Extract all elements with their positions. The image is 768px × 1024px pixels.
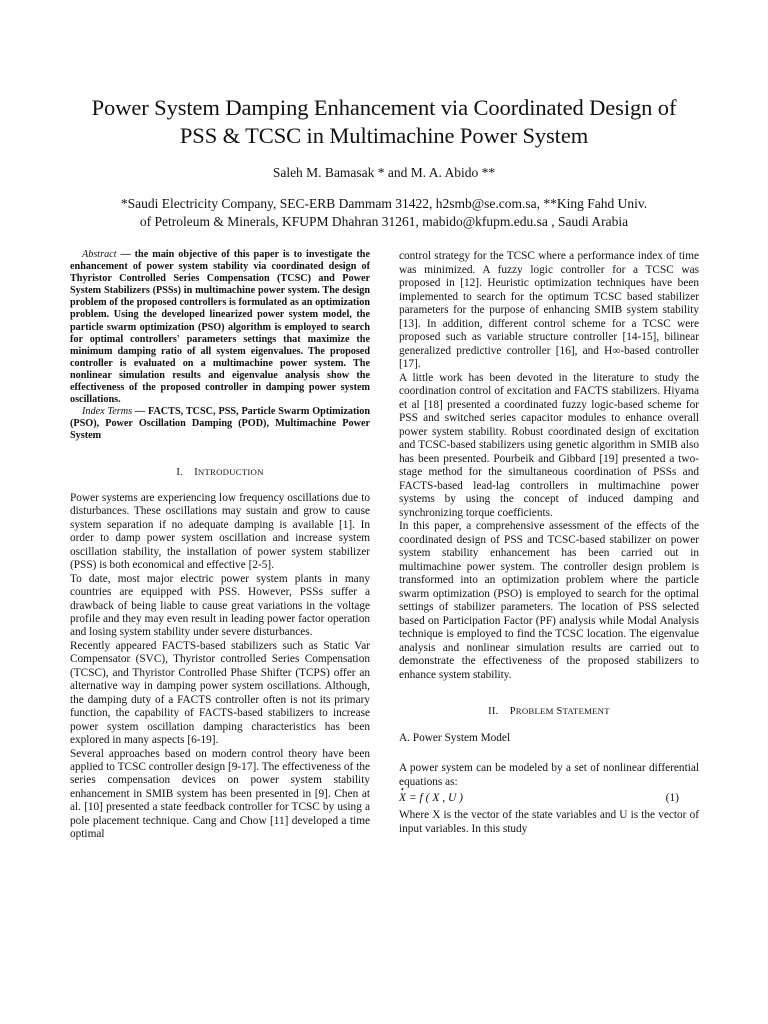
section-first-letter: P	[509, 706, 516, 717]
intro-paragraph-3: Recently appeared FACTS-based stabilizers such as Static Var Compensator (SVC), Thyristor controlled Series Compensation (TCSC), and Thyristor Controlled Phase Shifter (TCPS) offer an alternative way in damping power system oscillations. Although, the damping duty of a FACTS controller often is not its primary function, the capability of FACTS-based stabilizers to increase power system oscillation damping characteristics has been explored in many aspects [6-19].	[70, 639, 370, 747]
section-title-rest: NTRODUCTION	[197, 466, 264, 477]
section-title-rest: TATEMENT	[562, 706, 610, 716]
intro-paragraph-1: Power systems are experiencing low frequency oscillations due to disturbances. These oscillations may sustain and grow to cause system separation if no adequate damping is available [1]. In order to damp power system oscillation and increase system oscillation stability, the installation of power system stabilizer (PSS) is both economical and effective [2-5].	[70, 491, 370, 572]
section-numeral: II.	[488, 706, 499, 717]
affiliation-line-2: of Petroleum & Minerals, KFUPM Dhahran 31261, mabido@kfupm.edu.sa , Saudi Arabia	[139, 214, 629, 229]
authors: Saleh M. Bamasak * and M. A. Abido **	[272, 165, 496, 180]
subsection-heading: A. Power System Model	[399, 731, 511, 744]
left-column	[70, 249, 370, 842]
paper-title	[40, 94, 728, 150]
right-paragraph-2: A little work has been devoted in the literature to study the coordination control of excitation and FACTS stabilizers. Hiyama et al [18] presented a coordinated fuzzy logic-based scheme for PSS and switched series capacitor modules to enhance overall power system stability. Robust coordinated design of excitation and TCSC-based stabilizers using genetic algorithm in SMIB also has been presented. Pourbeik and Gibbard [19] presented a two-stage method for the simultaneous coordination of PSSs and FACTS-based lead-lag controllers in multimachine power systems by using the concept of induced damping and synchronizing torque coefficients.	[399, 371, 699, 519]
abstract	[70, 249, 370, 443]
right-paragraph-3: In this paper, a comprehensive assessment of the effects of the coordinated design of PSS and TCSC-based stabilizer on power system stability enhancement has been carried out in multimachine power system. The controller design problem is transformed into an optimization problem where the particle swarm optimization (PSO) is employed to search for the optimal settings of stabilizer parameters. The location of PSS selected based on Participation Factor (PF) analysis while Modal Analysis technique is employed to find the TCSC location. The eigenvalue analysis and nonlinear simulation results are carried out to demonstrate the effectiveness of the proposed stabilizers to enhance system stability.	[399, 520, 699, 681]
abstract-paragraph	[70, 249, 370, 406]
section-numeral: I.	[176, 466, 183, 478]
section-heading-problem-statement	[399, 705, 699, 719]
intro-paragraph-2: To date, most major electric power system plants in many countries are equipped with PSS. However, PSSs suffer a drawback of being liable to cause great variations in the voltage profile and they may even result in leading power factor operation and losing system stability under severe disturbances.	[70, 572, 370, 639]
index-terms	[70, 406, 370, 442]
abstract-text: — the main objective of this paper is to investigate the enhancement of power system stability via coordinated design of Thyristor Controlled Series Compensation (TCSC) and Power System Stabilizers (PSSs) in multimachine power system. The design problem of the proposed controllers is formulated as an optimization problem. Using the developed linearized power system model, the particle swarm optimization (PSO) algorithm is employed to search for optimal controllers' parameters settings that maximize the minimum damping ratio of all system eigenvalues. The proposed controller is evaluated on a multimachine power system. The nonlinear simulation results and eigenvalue analysis show the effectiveness of the proposed controller in damping power system oscillations.	[70, 249, 370, 406]
section-title-rest: ROBLEM	[515, 706, 554, 716]
equation-lhs: • X	[399, 792, 406, 806]
section-first-letter: I	[194, 466, 198, 478]
affiliations	[30, 195, 738, 231]
model-paragraph: A power system can be modeled by a set of nonlinear differential equations as:	[399, 762, 699, 788]
affiliation-line-1: *Saudi Electricity Company, SEC-ERB Dammam 31422, h2smb@se.com.sa, **King Fahd Univ.	[120, 196, 648, 211]
abstract-label: Abstract	[82, 249, 117, 260]
section-heading-introduction	[70, 466, 370, 479]
section-first-letter: S	[556, 706, 563, 717]
index-terms-text: — FACTS, TCSC, PSS, Particle Swarm Optimization (PSO), Power Oscillation Damping (POD), Multimachine Power System	[70, 406, 370, 442]
index-terms-label: Index Terms	[82, 406, 133, 418]
equation-number: (1)	[665, 792, 679, 805]
equation-rhs: = f ( X , U )	[408, 792, 463, 805]
right-column	[399, 250, 699, 836]
intro-paragraph-4: Several approaches based on modern control theory have been applied to TCSC controller design [9-17]. The effectiveness of the series compensation devices on power system stability enhancement in SMIB system has been presented in [9]. Chen at al. [10] presented a state feedback controller for TCSC by using a pole placement technique. Cang and Chow [11] developed a time optimal	[70, 747, 370, 841]
right-paragraph-1: control strategy for the TCSC where a performance index of time was minimized. A fuzzy logic controller for a TCSC was proposed in [12]. Heuristic optimization techniques have been implemented to search for the optimum TCSC based stabilizer parameters for the purpose of enhancing SMIB system stability [13]. In addition, different control scheme for a TCSC were proposed such as variable structure controller [14-15], bilinear generalized predictive controller [16], and H∞-based controller [17].	[399, 250, 699, 370]
title-line-2: PSS & TCSC in Multimachine Power System	[179, 123, 589, 148]
after-equation-paragraph: Where X is the vector of the state variables and U is the vector of input variables. In this study	[399, 809, 699, 835]
equation-1	[399, 791, 699, 807]
equation-body	[399, 792, 463, 806]
title-line-1: Power System Damping Enhancement via Coordinated Design of	[91, 95, 677, 120]
